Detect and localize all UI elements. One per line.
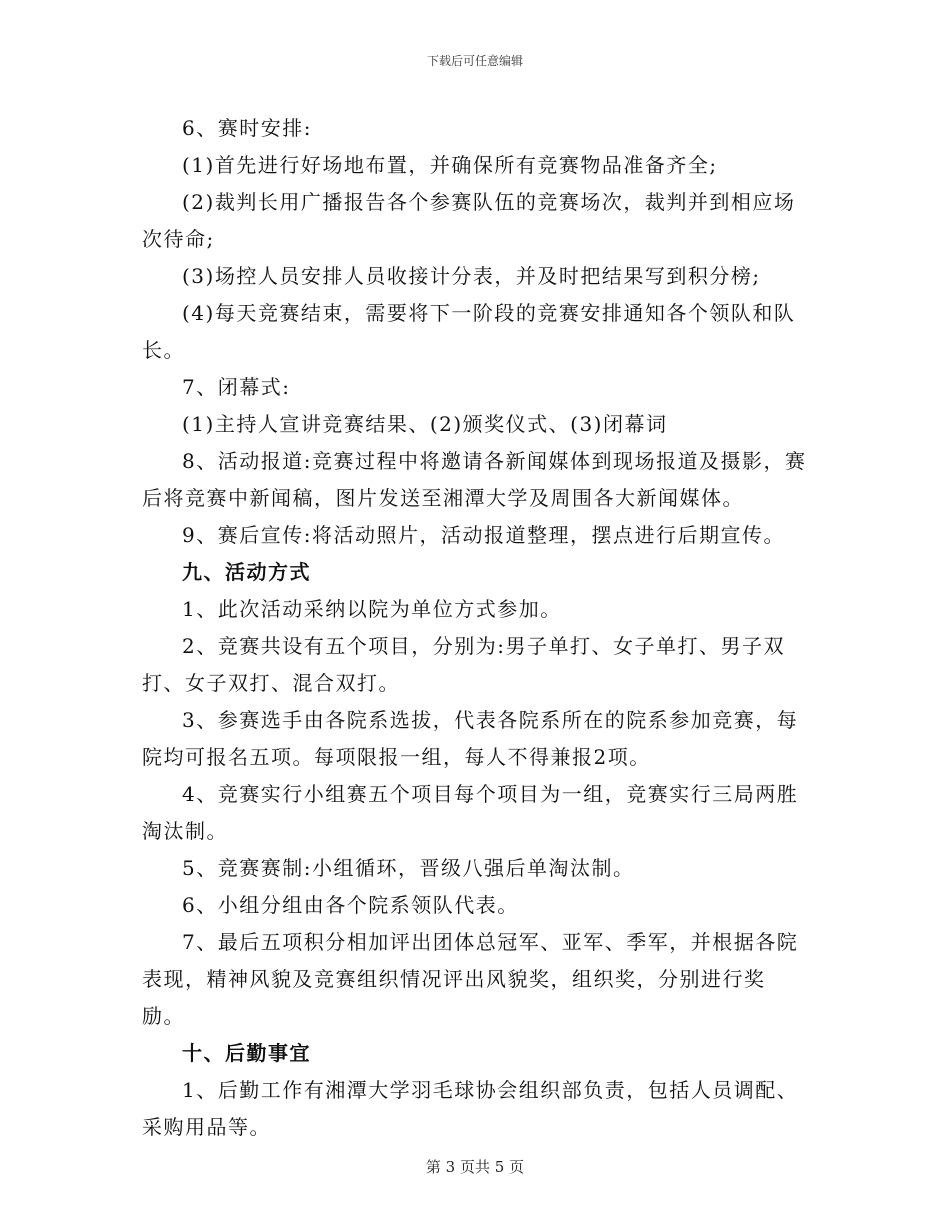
- paragraph: (1)首先进行好场地布置，并确保所有竞赛物品准备齐全;: [182, 153, 718, 177]
- paragraph: 1、后勤工作有湘潭大学羽毛球协会组织部负责，包括人员调配、采购用品等。: [142, 1078, 799, 1139]
- paragraph: (1)主持人宣讲竞赛结果、(2)颁奖仪式、(3)闭幕词: [182, 412, 668, 436]
- section-heading: 十、后勤事宜: [182, 1041, 311, 1065]
- paragraph: 8、活动报道:竞赛过程中将邀请各新闻媒体到现场报道及摄影，赛后将竞赛中新闻稿，图片发送至湘潭大学及周围各大新闻媒体。: [142, 449, 807, 510]
- paragraph: 6、小组分组由各个院系领队代表。: [182, 893, 519, 917]
- paragraph: 5、竞赛赛制:小组循环，晋级八强后单淘汰制。: [182, 856, 635, 880]
- paragraph: 2、竞赛共设有五个项目，分别为:男子单打、女子单打、男子双打、女子双打、混合双打。: [142, 634, 785, 695]
- paragraph: (3)场控人员安排人员收接计分表，并及时把结果写到积分榜;: [182, 264, 761, 288]
- paragraph: 7、最后五项积分相加评出团体总冠军、亚军、季军，并根据各院表现，精神风貌及竞赛组织情况评出风貌奖，组织奖，分别进行奖励。: [142, 930, 799, 1028]
- section-heading: 九、活动方式: [182, 560, 311, 584]
- paragraph: 9、赛后宣传:将活动照片，活动报道整理，摆点进行后期宣传。: [182, 523, 785, 547]
- page-header: 下载后可任意编辑: [426, 54, 523, 68]
- document-body: [142, 110, 808, 1146]
- paragraph: 3、参赛选手由各院系选拔，代表各院系所在的院系参加竞赛，每院均可报名五项。每项限报一组，每人不得兼报2项。: [142, 708, 799, 769]
- paragraph: (2)裁判长用广播报告各个参赛队伍的竞赛场次，裁判并到相应场次待命;: [142, 190, 796, 251]
- paragraph: 4、竞赛实行小组赛五个项目每个项目为一组，竞赛实行三局两胜淘汰制。: [142, 782, 799, 843]
- paragraph: 6、赛时安排:: [182, 116, 312, 140]
- page-footer: 第 3 页共 5 页: [425, 1158, 525, 1176]
- paragraph: (4)每天竞赛结束，需要将下一阶段的竞赛安排通知各个领队和队长。: [142, 301, 796, 362]
- paragraph: 7、闭幕式:: [182, 375, 291, 399]
- paragraph: 1、此次活动采纳以院为单位方式参加。: [182, 597, 562, 621]
